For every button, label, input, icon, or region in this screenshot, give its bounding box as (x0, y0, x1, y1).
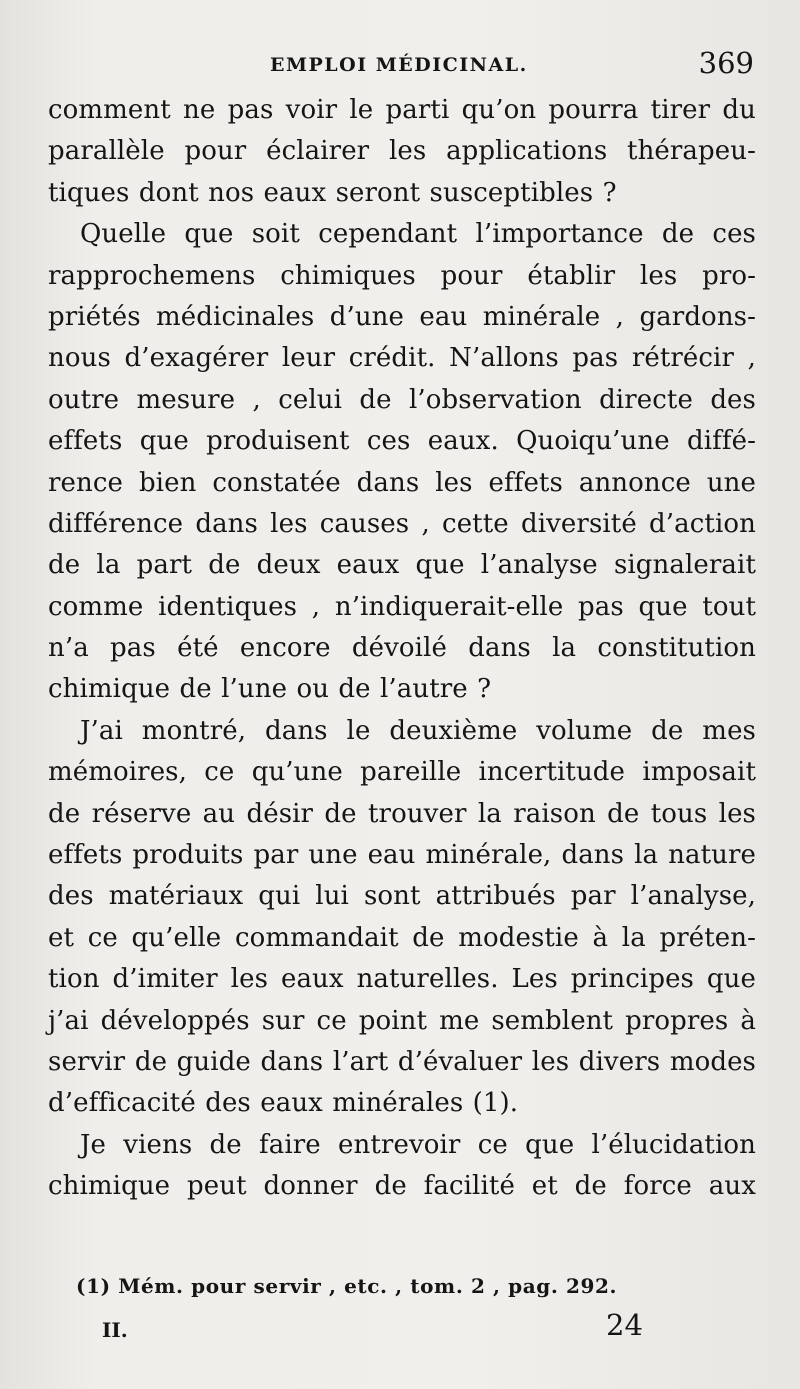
text-line: d’efficacité des eaux minérales (1). (48, 1088, 519, 1119)
text-line: effets produits par une eau minérale, dans la nature (48, 840, 756, 871)
text-line: j’ai développés sur ce point me semblent propres à (48, 1005, 756, 1036)
text-line: nous d’exagérer leur crédit. N’allons pas rétrécir , (48, 343, 756, 374)
text-line: chimique de l’une ou de l’autre ? (48, 674, 492, 705)
paragraph-start-line: Je viens de faire entrevoir ce que l’élucidation (80, 1129, 756, 1160)
running-title: EMPLOI MÉDICINAL. (270, 54, 528, 76)
text-line: rence bien constatée dans les effets annonce une (48, 467, 756, 498)
text-line: effets que produisent ces eaux. Quoiqu’une diffé- (48, 426, 756, 457)
paragraph-start-line: J’ai montré, dans le deuxième volume de mes (80, 715, 756, 746)
text-line: n’a pas été encore dévoilé dans la constitution (48, 633, 756, 664)
running-head (48, 46, 758, 86)
text-line: et ce qu’elle commandait de modestie à la préten- (48, 922, 756, 953)
body-text (48, 90, 756, 1208)
text-line: servir de guide dans l’art d’évaluer les divers modes (48, 1046, 756, 1077)
text-line: parallèle pour éclairer les applications thérapeu- (48, 136, 756, 167)
footnote: (1) Mém. pour servir , etc. , tom. 2 , pag. 292. (76, 1274, 618, 1298)
text-line: comme identiques , n’indiquerait-elle pas que tout (48, 591, 756, 622)
text-line: tion d’imiter les eaux naturelles. Les principes que (48, 964, 756, 995)
text-line: outre mesure , celui de l’observation directe des (48, 384, 756, 415)
text-line: rapprochemens chimiques pour établir les pro- (48, 260, 756, 291)
text-line: de réserve au désir de trouver la raison de tous les (48, 798, 756, 829)
text-line: tiques dont nos eaux seront susceptibles ? (48, 177, 617, 208)
text-line: de la part de deux eaux que l’analyse signalerait (48, 550, 756, 581)
text-line: mémoires, ce qu’une pareille incertitude imposait (48, 757, 756, 788)
signature-mark: II. (102, 1318, 128, 1342)
text-line: priétés médicinales d’une eau minérale , gardons- (48, 301, 756, 332)
page-number: 369 (698, 46, 754, 80)
text-line: comment ne pas voir le parti qu’on pourra tirer du (48, 95, 756, 125)
text-line: différence dans les causes , cette diversité d’action (48, 508, 756, 539)
text-line: des matériaux qui lui sont attribués par l’analyse, (48, 881, 756, 912)
paragraph-start-line: Quelle que soit cependant l’importance de ces (80, 219, 756, 250)
signature-number: 24 (606, 1308, 643, 1342)
text-line: chimique peut donner de facilité et de force aux (48, 1171, 756, 1202)
